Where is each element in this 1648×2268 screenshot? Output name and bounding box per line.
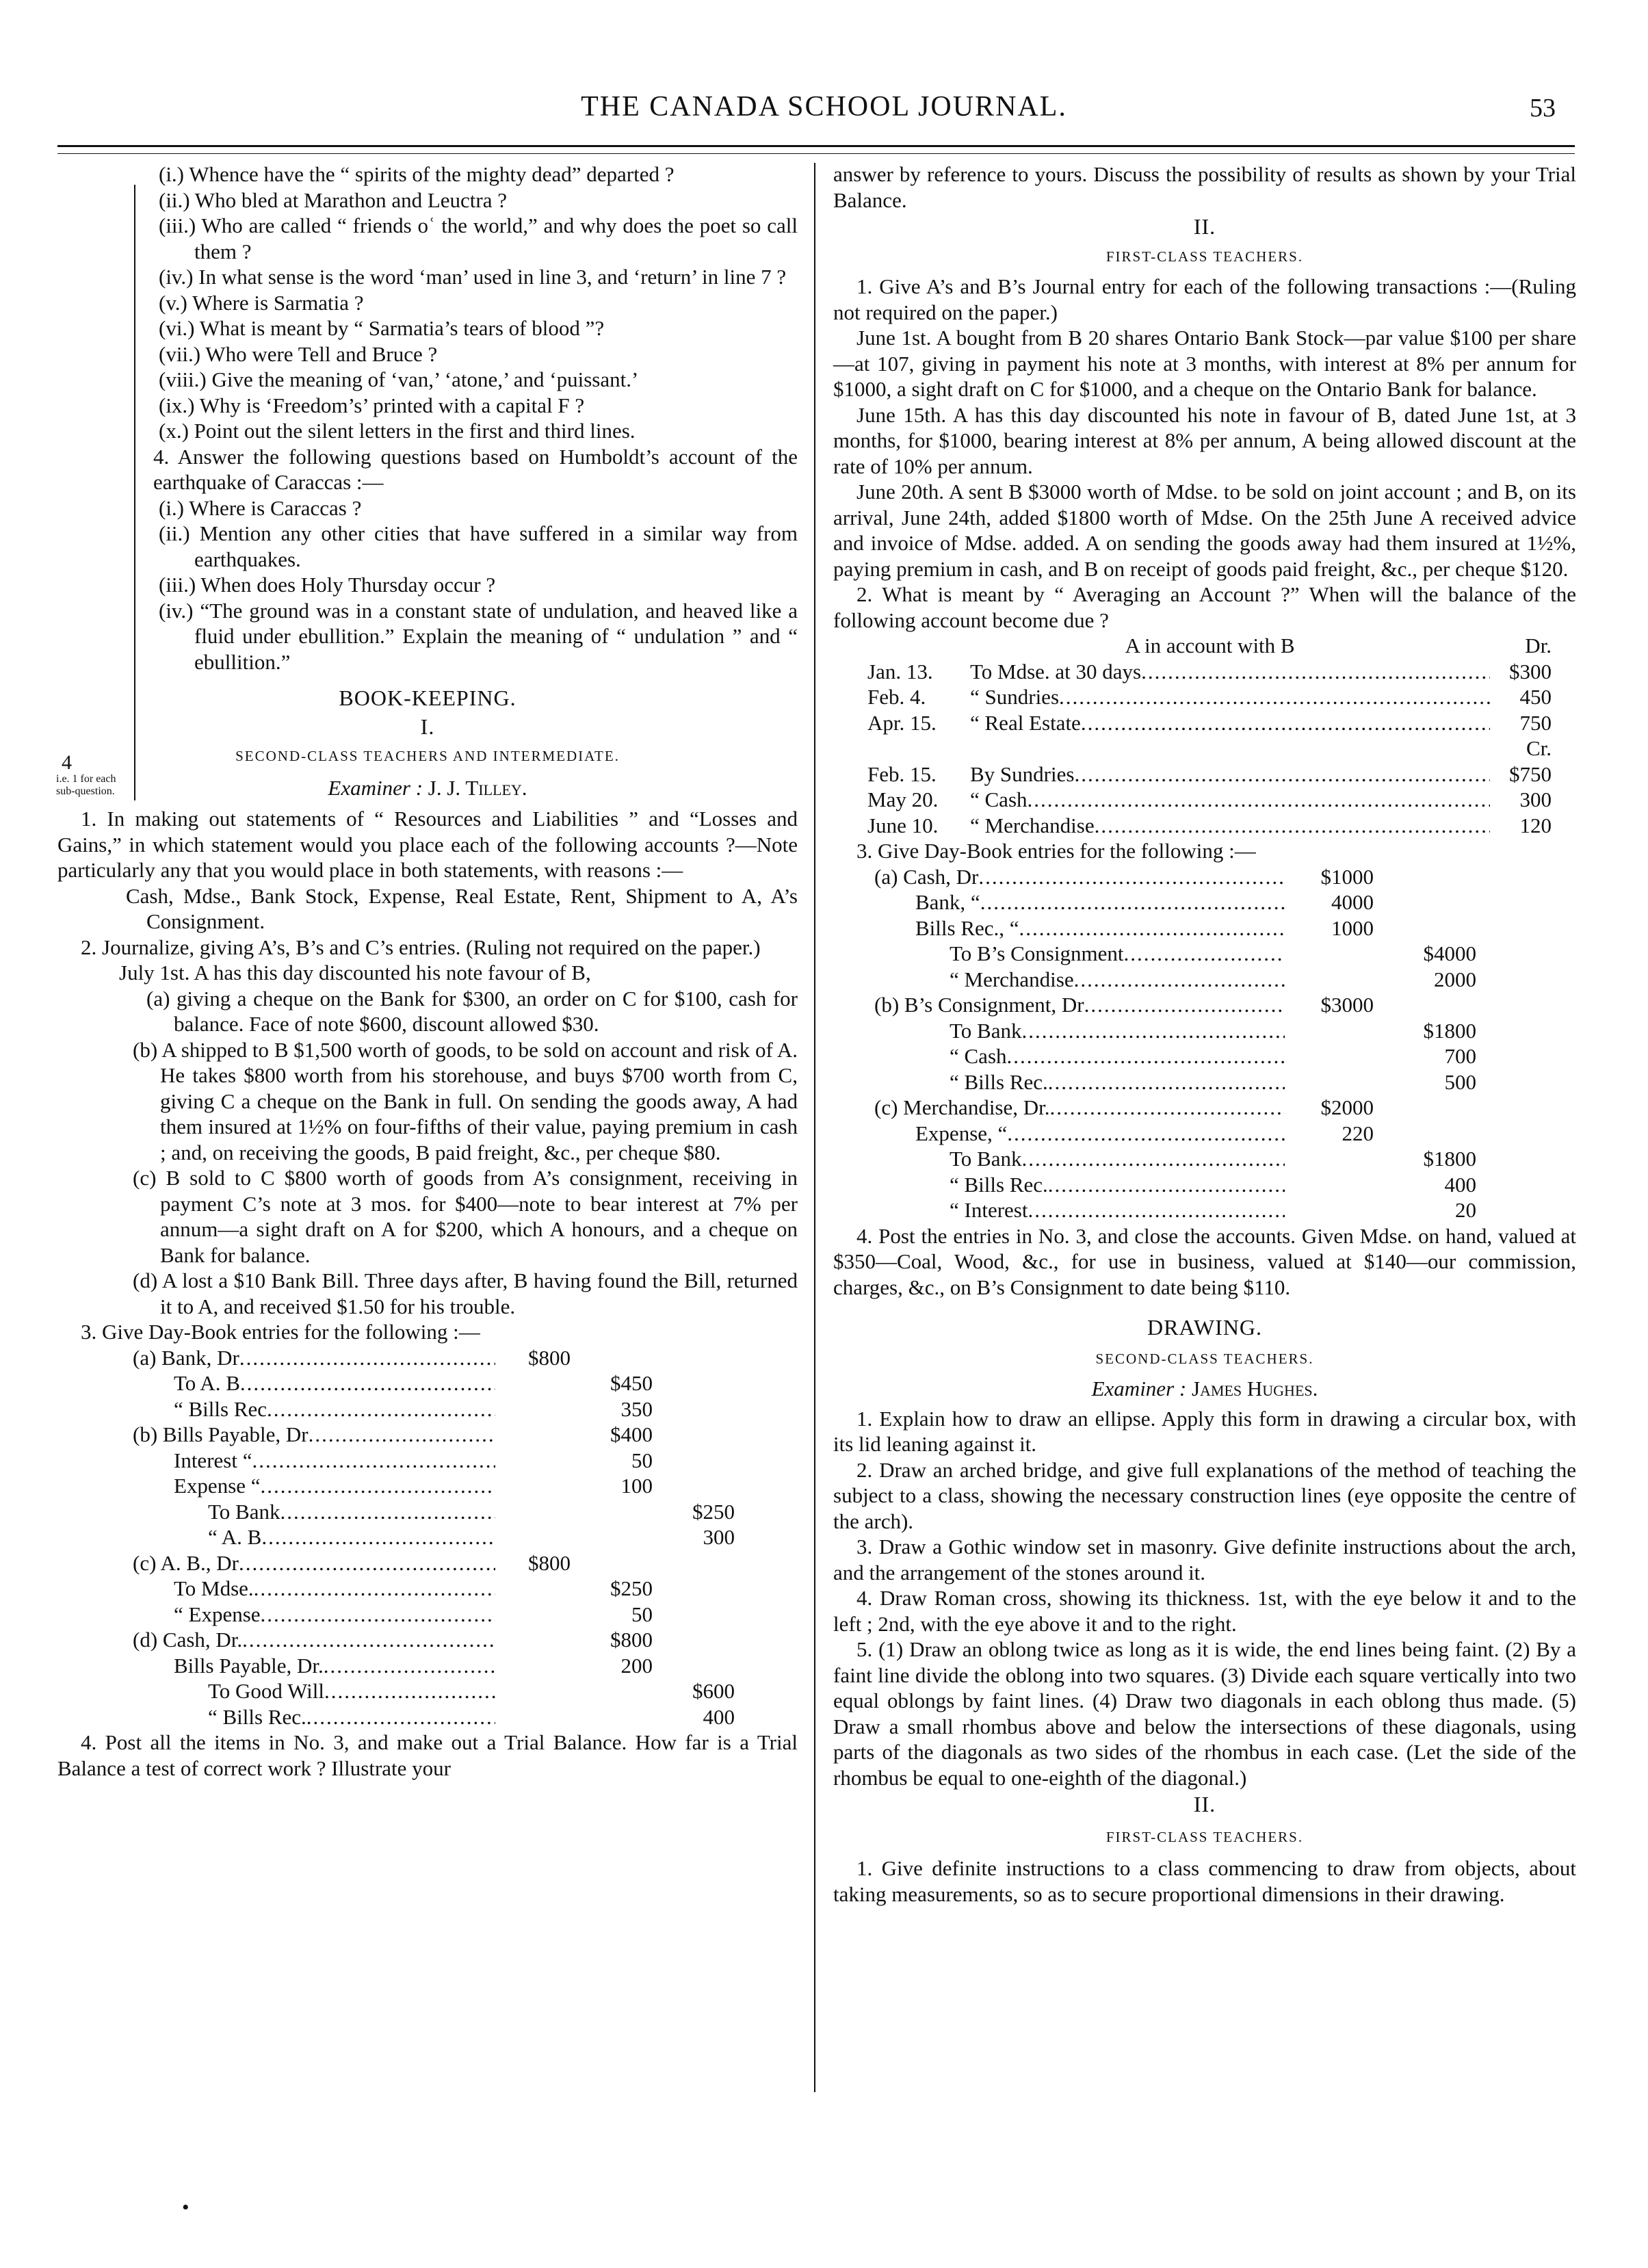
poetry-question: (vii.) Who were Tell and Bruce ?: [159, 341, 438, 366]
daybook-amount-1: [1285, 1043, 1374, 1069]
dot-leader: [1081, 710, 1490, 736]
account-debits: [867, 659, 1552, 736]
dot-leader: [1123, 941, 1285, 967]
dot-leader: [324, 1653, 495, 1679]
bk2-june20: June 20th. A sent B $3000 worth of Mdse. to be sold on joint account ; and B, on its arrival, June 24th, added $1800 worth of Mdse. On the 25th June A received advice and invoice of Mdse. added. A on sending the goods away had them insured at 1½%, paying premium in cash, and B on receipt of goods paid freight, &c., per cheque $120.: [833, 480, 1576, 581]
daybook-label: “ A. B: [208, 1525, 262, 1549]
poetry-question: (iv.) In what sense is the word ‘man’ used in line 3, and ‘return’ in line 7 ?: [159, 265, 787, 289]
daybook-amount-2: [1374, 992, 1476, 1018]
daybook-amount-1: 1000: [1331, 915, 1374, 940]
cr-row: [867, 735, 1552, 761]
daybook-label: To Bank: [950, 1018, 1022, 1043]
daybook-row: [133, 1678, 735, 1704]
daybook-amount-2: [571, 1499, 653, 1525]
daybook-amount-2: $1800: [1423, 1147, 1476, 1171]
page-number: 53: [1530, 94, 1556, 122]
dot-leader: [1074, 967, 1285, 993]
drawing-2-q1: 1. Give definite instructions to a class commencing to draw from objects, about taking measurements, so as to secure proportional dimensions in their drawing.: [833, 1856, 1576, 1906]
daybook-amount-2: 400: [1444, 1172, 1476, 1197]
daybook-amount-3: [653, 1627, 735, 1653]
daybook-label: “ Bills Rec.: [208, 1704, 306, 1729]
stray-dot: •: [182, 2196, 189, 2219]
daybook-label: (b) Bills Payable, Dr: [133, 1422, 309, 1446]
bookkeeping-part-2: II.: [1193, 214, 1216, 239]
dot-leader: [1084, 992, 1285, 1018]
account-date: June 10.: [867, 813, 939, 837]
account-row: [867, 710, 1552, 736]
daybook-label: “ Bills Rec.: [950, 1069, 1048, 1094]
daybook-amount-2: [1374, 1121, 1476, 1147]
daybook-amount-1: $800: [528, 1550, 571, 1575]
drawing-part-2: II.: [1193, 1792, 1216, 1816]
bk-q2-d: (d) A lost a $10 Bank Bill. Three days after, B having found the Bill, returned it to A, and received $1.50 for his trouble.: [133, 1268, 798, 1318]
poetry-question: (vi.) What is meant by “ Sarmatia’s tears of blood ”?: [159, 316, 605, 340]
drawing-class-1: SECOND-CLASS TEACHERS.: [1095, 1350, 1314, 1367]
dr-label: Dr.: [1525, 634, 1552, 657]
daybook-amount-3: [653, 1602, 735, 1628]
daybook-right: [833, 864, 1476, 1223]
dot-leader: [242, 1627, 495, 1653]
bk2-june1: June 1st. A bought from B 20 shares Ontario Bank Stock—par value $100 per share—at 107, giving in payment his note at 3 months, with interest at 8% per annum for $1000, a sight draft on C for $1000, and a cheque on the Ontario Bank for balance.: [833, 326, 1576, 401]
dot-leader: [252, 1448, 495, 1474]
dot-leader: [1141, 659, 1490, 685]
daybook-row: [874, 967, 1476, 993]
daybook-row: [133, 1653, 735, 1679]
drawing-q1: 1. Explain how to draw an ellipse. Apply this form in drawing a circular box, with its lid leaning against it.: [833, 1406, 1576, 1456]
bk2-q2: 2. What is meant by “ Averaging an Account ?” When will the balance of the following account become due ?: [833, 582, 1576, 632]
bk2-june15: June 15th. A has this day discounted his note in favour of B, dated June 1st, at 3 months, for $1000, bearing interest at 8% per annum, A being allowed discount at the rate of 10% per annum.: [833, 402, 1576, 478]
daybook-row: [874, 992, 1476, 1018]
daybook-amount-1: [495, 1576, 571, 1602]
bk-q1: 1. In making out statements of “ Resources and Liabilities ” and “Losses and Gains,” in which statement would you place each of the following accounts ?—Note particularly any that you would place in both statements, with reasons :—: [57, 807, 798, 882]
bk2-q4: 4. Post the entries in No. 3, and close the accounts. Given Mdse. on hand, valued at $350—Coal, Wood, &c., for use in business, valued at $140—our commission, charges, &c., on B’s Consignment to date being $110.: [833, 1223, 1576, 1299]
daybook-label: To Bank: [950, 1147, 1022, 1171]
daybook-label: “ Bills Rec: [174, 1396, 267, 1421]
account-heading: A in account with B: [1125, 634, 1295, 657]
daybook-amount-2: [571, 1678, 653, 1704]
bookkeeping-title: BOOK-KEEPING.: [339, 686, 516, 710]
daybook-amount-1: [495, 1370, 571, 1396]
daybook-amount-1: [495, 1448, 571, 1474]
dot-leader: [239, 1550, 495, 1576]
dot-leader: [254, 1576, 495, 1602]
account-label: “ Cash: [970, 787, 1028, 811]
daybook-amount-1: [495, 1627, 571, 1653]
bookkeeping-class-1: SECOND-CLASS TEACHERS AND INTERMEDIATE.: [235, 748, 620, 764]
drawing-q5: 5. (1) Draw an oblong twice as long as it is wide, the end lines being faint. (2) By a faint line divide the oblong into two squares. (3) Divide each square vertically into two equal oblongs by faint lines. (4) Draw two diagonals in each oblong thus made. (5) Draw a small rhombus above and below the intersections of these diagonals, using parts of the diagonals as two sides of the rhombus in each case. (Let the side of the rhombus be equal to one-eighth of the diagonal.): [833, 1637, 1576, 1790]
daybook-row: [133, 1345, 735, 1371]
bk-q2-a: (a) giving a cheque on the Bank for $300, an order on C for $100, cash for balance. Face of note $600, discount allowed $30.: [146, 986, 798, 1036]
drawing-q4: 4. Draw Roman cross, showing its thickness. 1st, with the eye below it and to the left ; 2nd, with the eye above it and to the right.: [833, 1586, 1576, 1636]
daybook-row: [133, 1396, 735, 1422]
margin-mark: 4: [62, 751, 72, 774]
daybook-amount-1: [1285, 1069, 1374, 1095]
daybook-label: (a) Cash, Dr: [874, 864, 979, 889]
daybook-amount-1: $2000: [1320, 1095, 1374, 1119]
account-label: “ Real Estate: [970, 710, 1081, 735]
daybook-amount-2: 500: [1444, 1069, 1476, 1094]
header-rule-thin: [57, 153, 1575, 154]
daybook-row: [133, 1499, 735, 1525]
bookkeeping-part-1: I.: [420, 714, 435, 739]
daybook-amount-2: 350: [620, 1396, 653, 1421]
account-table: [833, 633, 1552, 838]
account-label: “ Merchandise: [970, 813, 1095, 837]
account-row: [867, 761, 1552, 787]
account-row: [867, 813, 1552, 839]
dot-leader: [267, 1396, 495, 1422]
daybook-amount-3: $250: [692, 1499, 735, 1524]
daybook-amount-1: [1285, 941, 1374, 967]
dot-leader: [306, 1704, 495, 1730]
daybook-row: [874, 1043, 1476, 1069]
daybook-amount-3: [653, 1422, 735, 1448]
poetry-question: (i.) Whence have the “ spirits of the mighty dead” departed ?: [159, 162, 675, 186]
dot-leader: [1028, 1197, 1285, 1223]
daybook-amount-3: [653, 1576, 735, 1602]
daybook-amount-1: [495, 1499, 571, 1525]
daybook-amount-2: [571, 1704, 653, 1730]
account-row: [867, 684, 1552, 710]
daybook-amount-2: $800: [610, 1628, 653, 1652]
cr-label: Cr.: [1526, 736, 1552, 760]
daybook-label: (c) A. B., Dr: [133, 1550, 239, 1575]
drawing-examiner-label: Examiner :: [1091, 1377, 1187, 1400]
dot-leader: [1021, 1018, 1285, 1044]
daybook-amount-1: [495, 1678, 571, 1704]
account-date: Apr. 15.: [867, 710, 937, 735]
daybook-amount-1: [495, 1602, 571, 1628]
dot-leader: [1048, 1172, 1285, 1198]
account-date: Jan. 13.: [867, 659, 933, 683]
daybook-row: [133, 1704, 735, 1730]
daybook-amount-1: [495, 1422, 571, 1448]
dot-leader: [1048, 1069, 1285, 1095]
daybook-label: (a) Bank, Dr: [133, 1345, 239, 1370]
journal-title: THE CANADA SCHOOL JOURNAL.: [581, 91, 1067, 122]
daybook-amount-3: [653, 1653, 735, 1679]
daybook-amount-3: 400: [703, 1704, 735, 1729]
dot-leader: [261, 1602, 495, 1628]
daybook-amount-1: 4000: [1331, 890, 1374, 914]
dot-leader: [1059, 684, 1490, 710]
dot-leader: [1095, 813, 1490, 839]
account-amount: 300: [1519, 787, 1552, 811]
daybook-amount-3: $600: [692, 1679, 735, 1703]
daybook-amount-2: 20: [1455, 1198, 1476, 1222]
account-amount: 750: [1519, 710, 1552, 735]
examiner-label: Examiner :: [328, 775, 423, 800]
daybook-label: “ Cash: [950, 1044, 1007, 1068]
daybook-amount-2: $400: [610, 1422, 653, 1446]
daybook-row: [874, 915, 1476, 941]
daybook-row: [874, 864, 1476, 890]
daybook-label: Bank, “: [915, 890, 980, 914]
daybook-row: [133, 1576, 735, 1602]
daybook-label: Expense, “: [915, 1121, 1008, 1145]
drawing-q3: 3. Draw a Gothic window set in masonry. Give definite instructions about the arch, and the arrangement of the stones around it.: [833, 1535, 1576, 1585]
dot-leader: [309, 1422, 495, 1448]
daybook-amount-2: 700: [1444, 1044, 1476, 1068]
left-column: [57, 161, 798, 1781]
poetry-question: (ii.) Who bled at Marathon and Leuctra ?: [159, 187, 508, 212]
dot-leader: [324, 1678, 495, 1704]
daybook-amount-2: 200: [620, 1653, 653, 1678]
daybook-row: [133, 1448, 735, 1474]
drawing-examiner: [833, 1376, 1576, 1402]
dot-leader: [978, 864, 1285, 890]
dot-leader: [980, 889, 1285, 915]
dot-leader: [1007, 1043, 1285, 1069]
daybook-label: “ Expense: [174, 1602, 261, 1626]
right-column: [833, 161, 1576, 1907]
dot-leader: [1074, 761, 1490, 787]
bk-q3: 3. Give Day-Book entries for the following :—: [81, 1320, 480, 1344]
daybook-label: To A. B: [174, 1371, 240, 1395]
daybook-amount-2: [1374, 889, 1476, 915]
daybook-amount-1: [1285, 1146, 1374, 1172]
account-label: To Mdse. at 30 days: [970, 659, 1142, 683]
examiner-name: J. J. Tilley.: [428, 775, 527, 800]
daybook-row: [133, 1550, 735, 1576]
daybook-row: [133, 1422, 735, 1448]
dot-leader: [261, 1524, 495, 1550]
account-amount: $300: [1509, 659, 1552, 683]
daybook-row: [133, 1473, 735, 1499]
dot-leader: [1021, 1146, 1285, 1172]
poetry-questions: [57, 161, 798, 444]
poetry-question: (x.) Point out the silent letters in the first and third lines.: [159, 419, 636, 443]
daybook-label: To Good Will: [208, 1679, 324, 1703]
daybook-row: [874, 889, 1476, 915]
bk-q1-list: Cash, Mdse., Bank Stock, Expense, Real Estate, Rent, Shipment to A, A’s Consignment.: [126, 883, 798, 933]
daybook-label: “ Bills Rec.: [950, 1172, 1048, 1197]
account-label: By Sundries: [970, 761, 1075, 786]
humboldt-question: (i.) Where is Caraccas ?: [159, 495, 362, 520]
poetry-question: (viii.) Give the meaning of ‘van,’ ‘atone,’ and ‘puissant.’: [159, 367, 639, 391]
daybook-amount-1: [495, 1653, 571, 1679]
account-date: Feb. 4.: [867, 685, 926, 709]
daybook-amount-2: [571, 1524, 653, 1550]
daybook-amount-1: [1285, 1018, 1374, 1044]
daybook-amount-3: [653, 1550, 735, 1576]
daybook-amount-3: [653, 1448, 735, 1474]
account-amount: 120: [1519, 813, 1552, 837]
daybook-row: [874, 1197, 1476, 1223]
bk-q2-c: (c) B sold to C $800 worth of goods from A’s consignment, receiving in payment C’s note at 3 mos. for $400—note to bear interest at 7% per annum—a sight draft on A for $200, which A honours, and a cheque on Bank for balance.: [133, 1166, 798, 1267]
daybook-amount-2: [571, 1345, 653, 1371]
humboldt-question: (ii.) Mention any other cities that have suffered in a similar way from earthquakes.: [159, 521, 798, 571]
account-credits: [867, 761, 1552, 839]
bk-q2-july: July 1st. A has this day discounted his note favour of B,: [119, 961, 591, 985]
drawing-title: DRAWING.: [1147, 1315, 1263, 1340]
daybook-row: [874, 1121, 1476, 1147]
bk2-q1: 1. Give A’s and B’s Journal entry for each of the following transactions :—(Ruling not required on the paper.): [833, 274, 1576, 324]
daybook-amount-1: [495, 1473, 571, 1499]
daybook-row: [133, 1524, 735, 1550]
bookkeeping-examiner: [57, 775, 798, 801]
daybook-amount-1: $800: [528, 1345, 571, 1370]
daybook-amount-2: $4000: [1423, 941, 1476, 965]
humboldt-question: (iii.) When does Holy Thursday occur ?: [159, 573, 496, 597]
daybook-amount-3: 300: [703, 1525, 735, 1549]
daybook-amount-3: [653, 1370, 735, 1396]
drawing-class-2: FIRST-CLASS TEACHERS.: [1106, 1828, 1304, 1845]
daybook-label: “ Merchandise: [950, 967, 1074, 991]
daybook-amount-1: [495, 1704, 571, 1730]
daybook-amount-1: [1285, 1197, 1374, 1223]
daybook-amount-1: 220: [1342, 1121, 1374, 1145]
account-amount: $750: [1509, 761, 1552, 786]
daybook-amount-2: $450: [610, 1371, 653, 1395]
header-rule-thick: [57, 145, 1575, 147]
poetry-question: (iii.) Who are called “ friends oʿ the world,” and why does the poet so call them ?: [159, 213, 798, 263]
daybook-label: (d) Cash, Dr.: [133, 1628, 243, 1652]
bk-q2-b: (b) A shipped to B $1,500 worth of goods, to be sold on account and risk of A. He takes $800 worth from his storehouse, and buys $700 worth from C, giving C a cheque on the Bank in full. On sending the goods away, A had them insured at 1½% on four-fifths of their value, paying premium in cash ; and, on receiving the goods, B paid freight, &c., per cheque $80.: [133, 1037, 798, 1164]
daybook-row: [874, 1095, 1476, 1121]
daybook-row: [874, 1172, 1476, 1198]
daybook-amount-2: [571, 1550, 653, 1576]
daybook-label: Interest “: [174, 1448, 252, 1472]
daybook-amount-2: [1374, 1095, 1476, 1121]
dot-leader: [239, 1345, 495, 1371]
bk-q4: 4. Post all the items in No. 3, and make out a Trial Balance. How far is a Trial Balance a test of correct work ? Illustrate your: [57, 1730, 798, 1780]
daybook-amount-1: [495, 1396, 571, 1422]
daybook-amount-1: $1000: [1320, 864, 1374, 889]
account-amount: 450: [1519, 685, 1552, 709]
daybook-amount-1: $3000: [1320, 993, 1374, 1017]
daybook-row: [874, 941, 1476, 967]
daybook-label: To Bank: [208, 1499, 280, 1524]
daybook-amount-2: 50: [631, 1602, 653, 1626]
humboldt-questions: [57, 495, 798, 675]
daybook-amount-2: $1800: [1423, 1018, 1476, 1043]
daybook-label: To B’s Consignment: [950, 941, 1124, 965]
daybook-row: [133, 1370, 735, 1396]
dot-leader: [1050, 1095, 1285, 1121]
daybook-label: Bills Payable, Dr.: [174, 1653, 324, 1678]
account-row: [867, 659, 1552, 685]
daybook-label: Expense “: [174, 1474, 261, 1498]
account-date: Feb. 15.: [867, 761, 937, 786]
daybook-label: To Mdse.: [174, 1576, 254, 1600]
drawing-examiner-name: James Hughes.: [1191, 1377, 1318, 1400]
bookkeeping-class-2: FIRST-CLASS TEACHERS.: [1106, 248, 1304, 265]
daybook-amount-1: [1285, 1172, 1374, 1198]
daybook-amount-2: 2000: [1434, 967, 1476, 991]
dot-leader: [1007, 1121, 1285, 1147]
poetry-question: (ix.) Why is ‘Freedom’s’ printed with a capital F ?: [159, 393, 585, 417]
daybook-label: (c) Merchandise, Dr.: [874, 1095, 1050, 1119]
column-divider: [814, 163, 815, 2092]
dot-leader: [280, 1499, 495, 1525]
daybook-amount-3: [653, 1396, 735, 1422]
right-continuation: answer by reference to yours. Discuss the possibility of results as shown by your Trial Balance.: [833, 162, 1576, 212]
page-header: [0, 90, 1648, 131]
daybook-label: Bills Rec., “: [915, 915, 1019, 940]
bk-q2: 2. Journalize, giving A’s, B’s and C’s entries. (Ruling not required on the paper.): [81, 935, 761, 959]
daybook-amount-2: [1374, 915, 1476, 941]
daybook-amount-2: $250: [610, 1576, 653, 1600]
humboldt-question: (iv.) “The ground was in a constant state of undulation, and heaved like a fluid under ebullition.” Explain the meaning of “ undulation ” and “ ebullition.”: [159, 598, 798, 674]
account-label: “ Sundries: [970, 685, 1060, 709]
daybook-amount-3: [653, 1473, 735, 1499]
daybook-left: [57, 1345, 735, 1730]
daybook-amount-2: 50: [631, 1448, 653, 1472]
bk2-q3: 3. Give Day-Book entries for the following :—: [856, 839, 1256, 863]
dot-leader: [1028, 787, 1490, 813]
daybook-label: (b) B’s Consignment, Dr: [874, 993, 1084, 1017]
daybook-amount-1: [495, 1524, 571, 1550]
dot-leader: [240, 1370, 495, 1396]
poetry-question: (v.) Where is Sarmatia ?: [159, 290, 364, 315]
daybook-amount-2: 100: [620, 1474, 653, 1498]
daybook-row: [133, 1602, 735, 1628]
daybook-row: [874, 1146, 1476, 1172]
q4-intro: 4. Answer the following questions based on Humboldt’s account of the earthquake of Caraccas :—: [153, 444, 798, 494]
daybook-row: [874, 1069, 1476, 1095]
daybook-amount-2: [1374, 864, 1476, 890]
daybook-row: [133, 1627, 735, 1653]
account-date: May 20.: [867, 787, 939, 811]
account-row: [867, 787, 1552, 813]
daybook-label: “ Interest: [950, 1198, 1028, 1222]
daybook-row: [874, 1018, 1476, 1044]
daybook-amount-3: [653, 1345, 735, 1371]
account-header: [867, 633, 1552, 659]
daybook-amount-1: [1285, 967, 1374, 993]
dot-leader: [1019, 915, 1285, 941]
dot-leader: [261, 1473, 495, 1499]
margin-note: i.e. 1 for each sub-question.: [56, 773, 116, 797]
drawing-q2: 2. Draw an arched bridge, and give full explanations of the method of teaching the subject to a class, showing the necessary construction lines (eye opposite the centre of the arch).: [833, 1457, 1576, 1533]
